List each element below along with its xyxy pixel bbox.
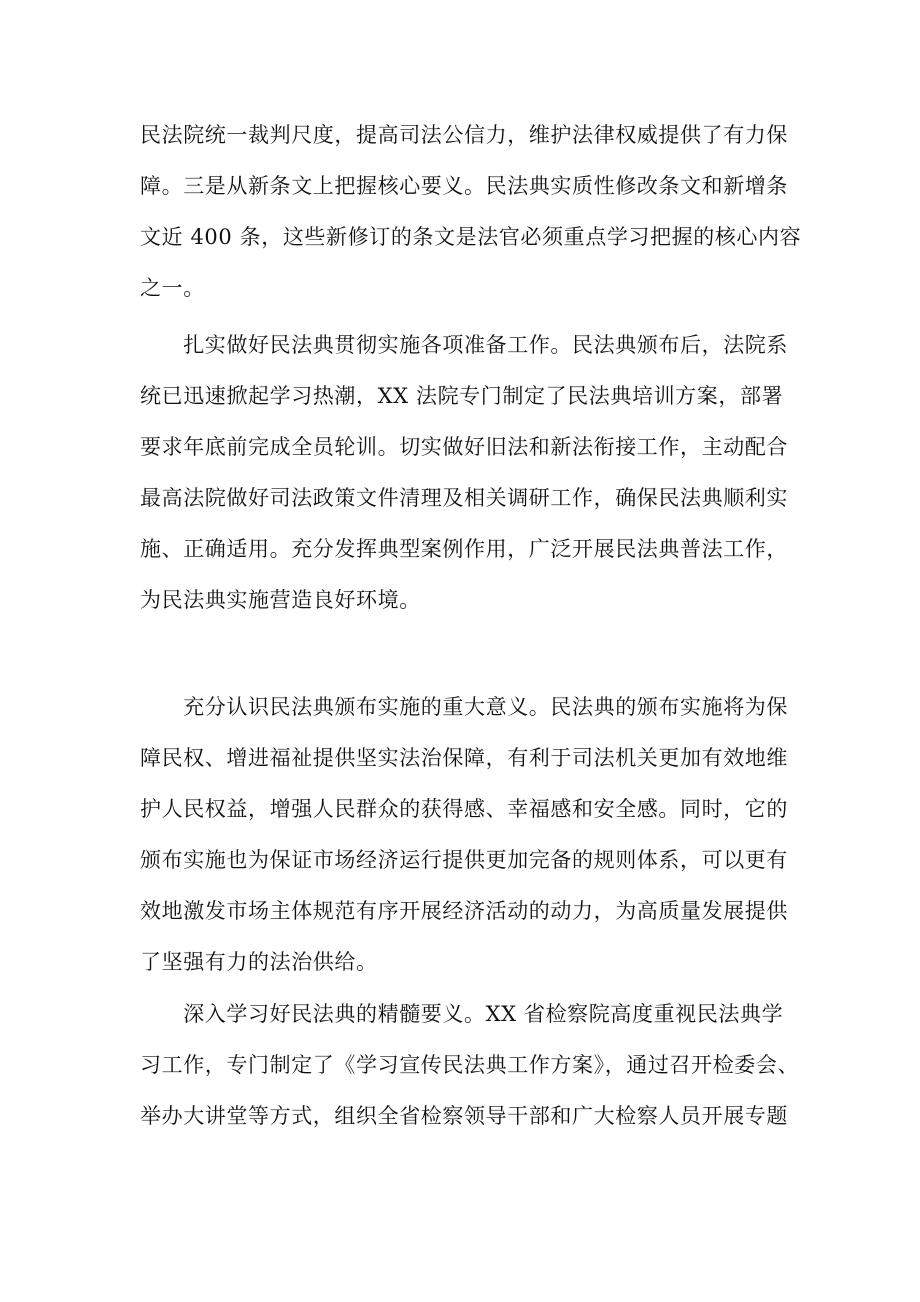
text-line: 障。三是从新条文上把握核心要义。民法典实质性修改条文和新增条 (140, 174, 788, 198)
text-line: 护人民权益，增强人民群众的获得感、幸福感和安全感。同时，它的 (140, 797, 788, 821)
text-line: 施、正确适用。充分发挥典型案例作用，广泛开展民法典普法工作， (140, 537, 788, 561)
text-line: 深入学习好民法典的精髓要义。XX 省检察院高度重视民法典学 (140, 1002, 784, 1026)
text-line: 要求年底前完成全员轮训。切实做好旧法和新法衔接工作，主动配合 (140, 435, 788, 459)
text-line: 之一。 (140, 276, 205, 300)
paragraph-1 (140, 118, 802, 322)
text-line: 为民法典实施营造良好环境。 (140, 588, 421, 612)
text-line: 统已迅速掀起学习热潮，XX 法院专门制定了民法典培训方案，部署 (140, 384, 784, 408)
text-line: 民法院统一裁判尺度，提高司法公信力，维护法律权威提供了有力保 (140, 123, 788, 147)
text-line: 颁布实施也为保证市场经济运行提供更加完备的规则体系，可以更有 (140, 848, 788, 872)
text-line: 习工作，专门制定了《学习宣传民法典工作方案》，通过召开检委会、 (140, 1053, 800, 1077)
text-line: 举办大讲堂等方式，组织全省检察领导干部和广大检察人员开展专题 (140, 1104, 788, 1128)
text-line: 最高法院做好司法政策文件清理及相关调研工作，确保民法典顺利实 (140, 486, 788, 510)
text-line: 充分认识民法典颁布实施的重大意义。民法典的颁布实施将为保 (140, 695, 788, 719)
text-line: 障民权、增进福祉提供坚实法治保障，有利于司法机关更加有效地维 (140, 746, 788, 770)
text-line: 了坚强有力的法治供给。 (140, 950, 378, 974)
text-line: 文近 400 条，这些新修订的条文是法官必须重点学习把握的核心内容 (140, 225, 802, 249)
text-line: 扎实做好民法典贯彻实施各项准备工作。民法典颁布后，法院系 (140, 333, 788, 357)
paragraph-2 (140, 328, 788, 634)
paragraph-4 (140, 997, 800, 1150)
text-line: 效地激发市场主体规范有序开展经济活动的动力，为高质量发展提供 (140, 899, 788, 923)
paragraph-3 (140, 690, 788, 996)
